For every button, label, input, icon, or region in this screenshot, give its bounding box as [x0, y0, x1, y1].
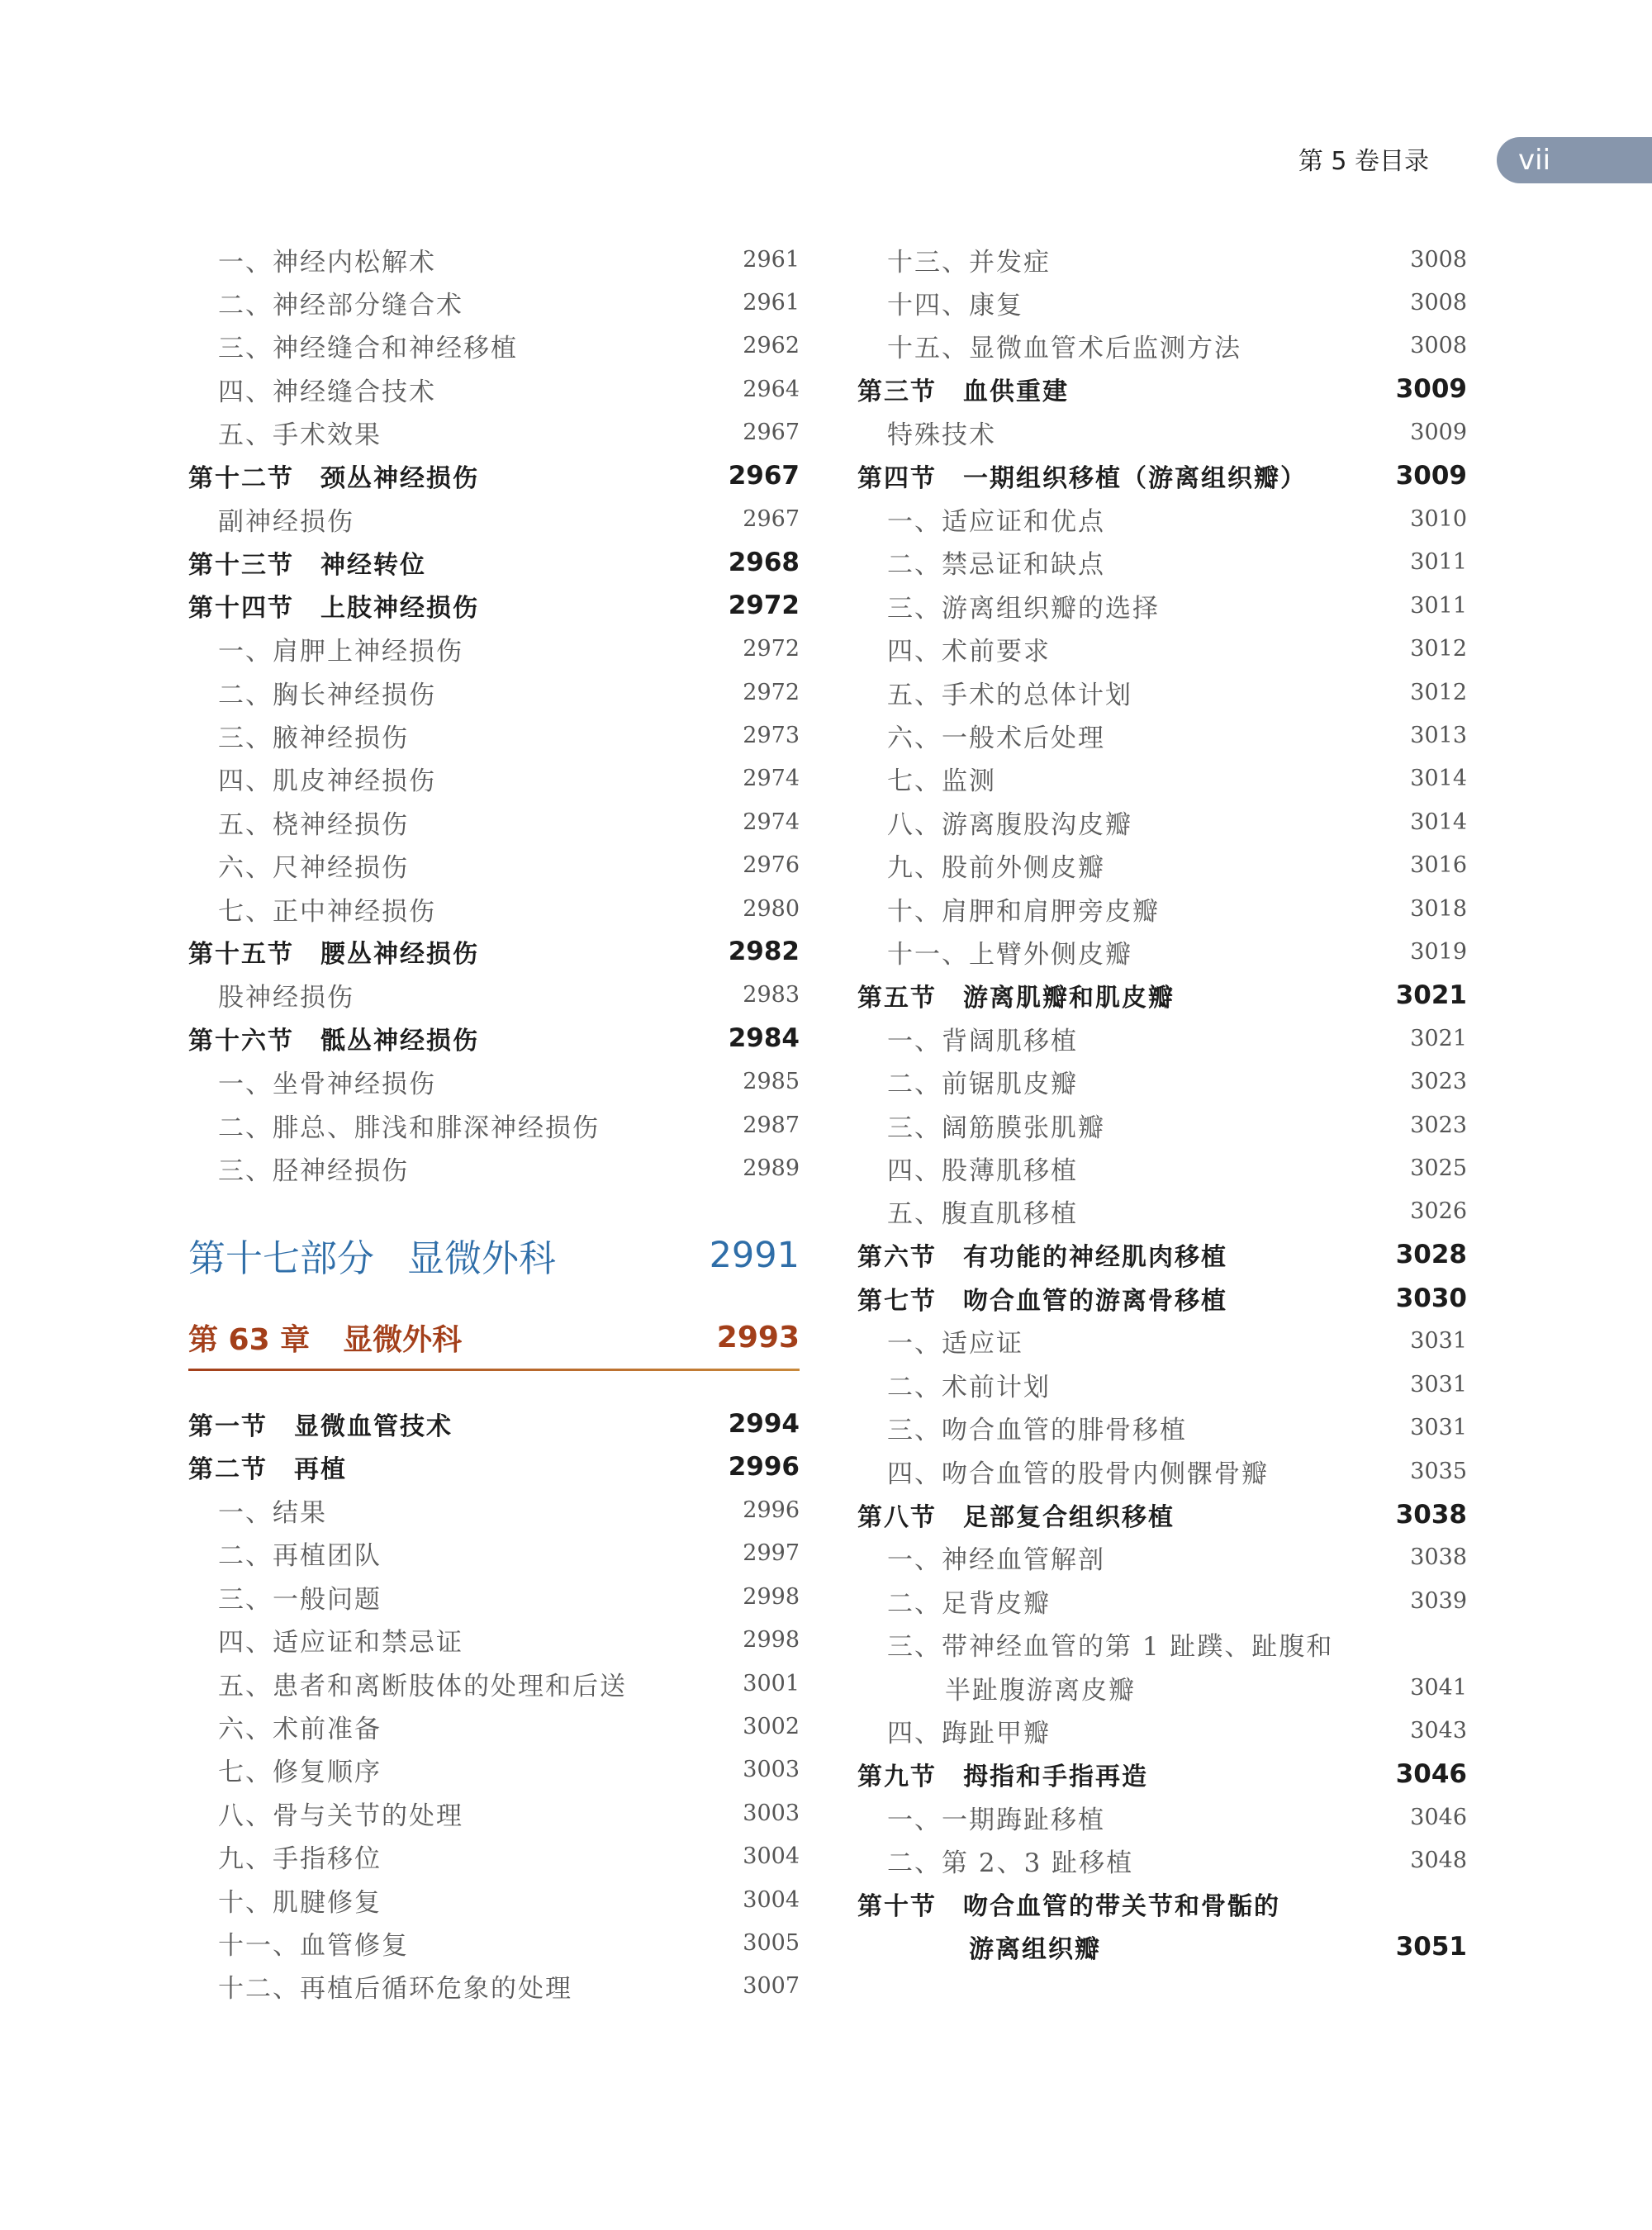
toc-item-entry[interactable] — [857, 1146, 1467, 1189]
toc-entry-label: 十二、再植后循环危象的处理 — [218, 1974, 572, 2005]
toc-item-entry[interactable] — [188, 628, 800, 671]
toc-entry-page: 2972 — [728, 591, 800, 621]
toc-entry-page: 3031 — [1410, 1371, 1467, 1397]
toc-section-entry[interactable] — [857, 1925, 1467, 1968]
toc-section-entry[interactable] — [188, 1445, 800, 1488]
toc-entry-label: 三、阔筋膜张肌瓣 — [887, 1113, 1105, 1143]
volume-toc-title: 第 5 卷目录 — [1298, 147, 1429, 176]
toc-entry-label: 十、肩胛和肩胛旁皮瓣 — [887, 896, 1160, 927]
toc-entry-page: 3035 — [1410, 1458, 1467, 1484]
toc-entry-label: 五、手术的总体计划 — [887, 680, 1132, 710]
toc-item-entry[interactable] — [188, 887, 800, 930]
toc-entry-page: 2983 — [743, 982, 800, 1008]
toc-item-entry[interactable] — [188, 1791, 800, 1834]
toc-item-entry[interactable] — [188, 1835, 800, 1878]
toc-item-entry[interactable] — [188, 1619, 800, 1662]
toc-entry-page: 3008 — [1410, 290, 1467, 316]
toc-entry-page: 2972 — [743, 636, 800, 662]
toc-item-entry[interactable] — [857, 1103, 1467, 1146]
toc-entry-page: 3014 — [1410, 766, 1467, 792]
toc-item-entry[interactable] — [188, 671, 800, 714]
toc-item-entry[interactable] — [857, 1320, 1467, 1363]
toc-item-entry[interactable] — [188, 1705, 800, 1748]
toc-entry-label: 副神经损伤 — [218, 507, 354, 538]
toc-entry-label: 八、骨与关节的处理 — [218, 1801, 463, 1831]
toc-item-entry[interactable] — [188, 800, 800, 843]
toc-entry-page: 3031 — [1410, 1415, 1467, 1441]
toc-entry-page: 3012 — [1410, 636, 1467, 662]
toc-entry-label: 一、背阔肌移植 — [887, 1026, 1078, 1056]
toc-item-entry[interactable] — [188, 1488, 800, 1531]
toc-entry-page: 3004 — [743, 1843, 800, 1870]
toc-entry-label: 三、吻合血管的腓骨移植 — [887, 1416, 1187, 1446]
toc-section-entry[interactable] — [857, 1276, 1467, 1319]
toc-item-entry[interactable] — [188, 281, 800, 324]
toc-entry-label: 十一、血管修复 — [218, 1930, 409, 1961]
toc-entry-label: 第七节 吻合血管的游离骨移植 — [857, 1286, 1227, 1316]
toc-entry-label: 一、适应证和优点 — [887, 507, 1105, 538]
toc-entry-label: 三、带神经血管的第 1 趾蹼、趾腹和 — [887, 1632, 1334, 1663]
toc-entry-label: 第十四节 上肢神经损伤 — [188, 594, 479, 624]
toc-entry-label: 四、神经缝合技术 — [218, 377, 436, 407]
toc-item-entry[interactable] — [857, 541, 1467, 584]
toc-item-entry[interactable] — [857, 1839, 1467, 1881]
toc-entry-label: 第十三节 神经转位 — [188, 550, 426, 580]
toc-item-entry[interactable] — [857, 497, 1467, 540]
toc-entry-label: 九、手指移位 — [218, 1844, 382, 1875]
toc-entry-label: 第九节 拇指和手指再造 — [857, 1762, 1148, 1791]
toc-item-entry[interactable] — [188, 974, 800, 1017]
chapter-page: 2993 — [716, 1321, 800, 1355]
toc-entry-page: 2961 — [743, 290, 800, 316]
toc-entry-label: 三、游离组织瓣的选择 — [887, 593, 1160, 624]
toc-entry-page: 3038 — [1395, 1499, 1467, 1530]
toc-entry-page: 3010 — [1410, 506, 1467, 533]
toc-item-entry[interactable] — [188, 1532, 800, 1575]
toc-item-entry[interactable] — [188, 714, 800, 757]
toc-item-entry[interactable] — [188, 843, 800, 886]
toc-entry-page: 3011 — [1410, 549, 1467, 576]
toc-entry-label: 游离组织瓣 — [969, 1935, 1101, 1965]
toc-entry-label: 五、手术效果 — [218, 420, 382, 451]
toc-entry-label: 第十节 吻合血管的带关节和骨骺的 — [857, 1892, 1280, 1922]
toc-entry-label: 第八节 足部复合组织移植 — [857, 1502, 1175, 1532]
toc-item-entry[interactable] — [857, 1579, 1467, 1622]
toc-entry-label: 四、术前要求 — [887, 637, 1051, 667]
toc-entry-label: 一、适应证 — [887, 1329, 1023, 1359]
toc-entry-label: 四、踇趾甲瓣 — [887, 1718, 1051, 1748]
toc-entry-page: 2974 — [743, 766, 800, 792]
toc-entry-page: 2967 — [743, 420, 800, 446]
toc-entry-label: 六、尺神经损伤 — [218, 853, 409, 884]
toc-entry-page: 3046 — [1395, 1758, 1467, 1789]
toc-entry-page: 3008 — [1410, 246, 1467, 273]
toc-item-entry[interactable] — [188, 1878, 800, 1921]
toc-entry-page: 2968 — [728, 547, 800, 577]
toc-entry-label: 四、股薄肌移植 — [887, 1155, 1078, 1186]
toc-entry-label: 半趾腹游离皮瓣 — [945, 1675, 1136, 1706]
toc-entry-label: 八、游离腹股沟皮瓣 — [887, 809, 1132, 840]
toc-entry-label: 二、腓总、腓浅和腓深神经损伤 — [218, 1113, 600, 1143]
toc-entry-page: 3004 — [743, 1886, 800, 1913]
toc-entry-page: 2980 — [743, 895, 800, 922]
toc-item-entry[interactable] — [857, 1363, 1467, 1406]
part-label: 第十七部分 — [188, 1236, 375, 1281]
toc-entry-label: 二、胸长神经损伤 — [218, 680, 436, 710]
toc-entry-page: 3018 — [1410, 895, 1467, 922]
toc-item-entry[interactable] — [188, 1921, 800, 1964]
toc-item-entry[interactable] — [857, 325, 1467, 368]
toc-right-column — [857, 238, 1467, 1969]
chapter-heading[interactable] — [188, 1311, 800, 1365]
toc-entry-label: 特殊技术 — [887, 420, 996, 451]
toc-list-left-bottom — [188, 1402, 800, 2008]
toc-entry-page: 2974 — [743, 809, 800, 835]
toc-item-entry[interactable] — [857, 411, 1467, 454]
toc-entry-label: 三、一般问题 — [218, 1584, 382, 1615]
toc-entry-page: 3008 — [1410, 333, 1467, 359]
toc-entry-page: 2967 — [743, 506, 800, 533]
toc-entry-page: 3014 — [1410, 809, 1467, 835]
toc-entry-page: 3025 — [1410, 1155, 1467, 1181]
toc-entry-label: 股神经损伤 — [218, 983, 354, 1013]
toc-section-entry[interactable] — [188, 584, 800, 627]
toc-entry-page: 2973 — [743, 722, 800, 748]
toc-entry-label: 第六节 有功能的神经肌肉移植 — [857, 1243, 1227, 1273]
toc-entry-page: 2994 — [728, 1408, 800, 1439]
toc-item-entry[interactable] — [857, 1407, 1467, 1450]
toc-section-entry[interactable] — [857, 1492, 1467, 1535]
toc-item-entry[interactable] — [857, 1623, 1467, 1666]
toc-entry-label: 第四节 一期组织移植（游离组织瓣） — [857, 464, 1307, 494]
toc-item-entry[interactable] — [857, 1060, 1467, 1103]
toc-item-entry[interactable] — [857, 1017, 1467, 1060]
toc-item-entry[interactable] — [857, 757, 1467, 800]
page-number-tab: vii — [1497, 137, 1652, 183]
toc-entry-page: 2984 — [728, 1023, 800, 1054]
toc-item-entry[interactable] — [188, 1662, 800, 1705]
toc-entry-page: 3003 — [743, 1800, 800, 1826]
toc-entry-page: 3016 — [1410, 852, 1467, 879]
toc-entry-page: 2964 — [743, 376, 800, 402]
toc-entry-page: 2998 — [743, 1583, 800, 1610]
chapter-title: 显微外科 — [343, 1323, 463, 1358]
toc-entry-page: 3023 — [1410, 1112, 1467, 1138]
toc-entry-label: 五、桡神经损伤 — [218, 809, 409, 840]
toc-section-entry[interactable] — [857, 1753, 1467, 1796]
toc-item-entry[interactable] — [188, 325, 800, 368]
toc-section-entry[interactable] — [188, 1402, 800, 1445]
toc-entry-page: 3013 — [1410, 722, 1467, 748]
toc-item-entry[interactable] — [188, 1748, 800, 1791]
toc-entry-label: 二、足背皮瓣 — [887, 1588, 1051, 1619]
toc-item-entry[interactable] — [188, 1575, 800, 1618]
part-title: 显微外科 — [407, 1236, 557, 1281]
toc-left-column — [188, 238, 800, 2008]
toc-entry-page: 3009 — [1410, 420, 1467, 446]
toc-entry-label: 第二节 再植 — [188, 1455, 347, 1485]
toc-item-entry[interactable] — [857, 930, 1467, 973]
toc-list-left-top — [188, 238, 800, 1190]
toc-entry-page: 3039 — [1410, 1587, 1467, 1614]
toc-entry-page: 2998 — [743, 1627, 800, 1654]
toc-entry-label: 四、肌皮神经损伤 — [218, 766, 436, 797]
toc-item-entry[interactable] — [857, 1190, 1467, 1233]
toc-entry-label: 七、正中神经损伤 — [218, 896, 436, 927]
toc-item-entry[interactable] — [857, 1450, 1467, 1492]
toc-item-entry[interactable] — [188, 1965, 800, 2008]
toc-entry-label: 四、适应证和禁忌证 — [218, 1628, 463, 1658]
toc-item-entry[interactable] — [857, 281, 1467, 324]
toc-item-entry[interactable] — [857, 1666, 1467, 1709]
toc-entry-label: 二、禁忌证和缺点 — [887, 550, 1105, 581]
part-page: 2991 — [709, 1234, 800, 1276]
toc-entry-label: 一、结果 — [218, 1498, 327, 1529]
toc-item-entry[interactable] — [857, 843, 1467, 886]
toc-entry-label: 五、腹直肌移植 — [887, 1199, 1078, 1230]
toc-entry-page: 3012 — [1410, 679, 1467, 705]
toc-entry-label: 二、神经部分缝合术 — [218, 291, 463, 321]
toc-item-entry[interactable] — [188, 497, 800, 540]
toc-entry-page: 3001 — [743, 1670, 800, 1696]
toc-entry-label: 第三节 血供重建 — [857, 377, 1069, 407]
toc-entry-page: 3038 — [1410, 1544, 1467, 1571]
toc-list-right — [857, 238, 1467, 1969]
toc-entry-label: 一、一期踇趾移植 — [887, 1805, 1105, 1835]
chapter-divider — [188, 1369, 800, 1371]
toc-item-entry[interactable] — [857, 238, 1467, 281]
chapter-label: 第 63 章 — [188, 1323, 311, 1358]
toc-entry-page: 3009 — [1395, 461, 1467, 491]
toc-item-entry[interactable] — [857, 800, 1467, 843]
toc-entry-page: 3030 — [1395, 1283, 1467, 1313]
toc-item-entry[interactable] — [857, 887, 1467, 930]
toc-entry-label: 十四、康复 — [887, 291, 1023, 321]
toc-entry-page: 3023 — [1410, 1069, 1467, 1095]
toc-entry-page: 3051 — [1395, 1932, 1467, 1962]
toc-entry-page: 2972 — [743, 679, 800, 705]
toc-item-entry[interactable] — [857, 584, 1467, 627]
toc-section-entry[interactable] — [188, 930, 800, 973]
toc-item-entry[interactable] — [857, 1709, 1467, 1752]
toc-entry-page: 2996 — [743, 1497, 800, 1524]
toc-section-entry[interactable] — [857, 1882, 1467, 1925]
toc-entry-label: 二、再植团队 — [218, 1541, 382, 1572]
toc-item-entry[interactable] — [188, 368, 800, 410]
toc-entry-page: 3005 — [743, 1929, 800, 1956]
toc-item-entry[interactable] — [188, 757, 800, 800]
toc-entry-label: 十一、上臂外侧皮瓣 — [887, 939, 1132, 970]
toc-item-entry[interactable] — [188, 411, 800, 454]
toc-entry-label: 十三、并发症 — [887, 247, 1051, 278]
toc-entry-label: 六、一般术后处理 — [887, 723, 1105, 753]
toc-entry-label: 六、术前准备 — [218, 1715, 382, 1745]
toc-entry-page: 3003 — [743, 1757, 800, 1783]
toc-section-entry[interactable] — [188, 1017, 800, 1060]
toc-entry-page: 3043 — [1410, 1717, 1467, 1744]
toc-entry-label: 第十二节 颈丛神经损伤 — [188, 464, 479, 494]
toc-entry-page: 2987 — [743, 1112, 800, 1138]
toc-entry-page: 2989 — [743, 1155, 800, 1181]
part-heading[interactable] — [188, 1226, 800, 1284]
toc-entry-label: 四、吻合血管的股骨内侧髁骨瓣 — [887, 1459, 1269, 1489]
toc-item-entry[interactable] — [857, 628, 1467, 671]
toc-entry-page: 3041 — [1410, 1674, 1467, 1701]
toc-entry-label: 五、患者和离断肢体的处理和后送 — [218, 1671, 627, 1701]
toc-entry-page: 2985 — [743, 1069, 800, 1095]
toc-entry-page: 2961 — [743, 246, 800, 273]
toc-entry-label: 三、胫神经损伤 — [218, 1155, 409, 1186]
toc-item-entry[interactable] — [857, 1796, 1467, 1839]
toc-entry-label: 二、术前计划 — [887, 1372, 1051, 1402]
toc-entry-label: 一、神经内松解术 — [218, 247, 436, 278]
toc-item-entry[interactable] — [857, 671, 1467, 714]
toc-entry-label: 一、肩胛上神经损伤 — [218, 637, 463, 667]
toc-section-entry[interactable] — [188, 541, 800, 584]
toc-entry-label: 第五节 游离肌瓣和肌皮瓣 — [857, 983, 1175, 1013]
toc-entry-page: 2976 — [743, 852, 800, 879]
toc-entry-page: 3007 — [743, 1973, 800, 2000]
toc-entry-page: 3019 — [1410, 938, 1467, 965]
toc-entry-page: 3011 — [1410, 592, 1467, 619]
toc-entry-label: 二、前锯肌皮瓣 — [887, 1070, 1078, 1100]
toc-item-entry[interactable] — [188, 1060, 800, 1103]
toc-entry-page: 3021 — [1410, 1025, 1467, 1051]
toc-entry-label: 第十五节 腰丛神经损伤 — [188, 940, 479, 970]
toc-entry-page: 3026 — [1410, 1198, 1467, 1225]
toc-entry-page: 2997 — [743, 1540, 800, 1567]
toc-entry-label: 十、肌腱修复 — [218, 1887, 382, 1918]
toc-item-entry[interactable] — [857, 714, 1467, 757]
toc-entry-page: 3002 — [743, 1714, 800, 1740]
toc-entry-page: 2982 — [728, 937, 800, 967]
toc-entry-page: 3021 — [1395, 980, 1467, 1010]
toc-entry-label: 十五、显微血管术后监测方法 — [887, 334, 1241, 364]
toc-entry-label: 七、监测 — [887, 766, 996, 797]
toc-section-entry[interactable] — [857, 1233, 1467, 1276]
toc-section-entry[interactable] — [857, 368, 1467, 410]
toc-entry-page: 2967 — [728, 461, 800, 491]
toc-entry-page: 3031 — [1410, 1328, 1467, 1355]
toc-entry-label: 第一节 显微血管技术 — [188, 1412, 453, 1441]
toc-item-entry[interactable] — [188, 1146, 800, 1189]
toc-entry-label: 二、第 2、3 趾移植 — [887, 1848, 1134, 1879]
toc-entry-label: 三、腋神经损伤 — [218, 723, 409, 753]
toc-entry-page: 3009 — [1395, 374, 1467, 405]
toc-entry-page: 2996 — [728, 1452, 800, 1483]
toc-entry-label: 七、修复顺序 — [218, 1758, 382, 1788]
toc-item-entry[interactable] — [857, 1536, 1467, 1579]
toc-item-entry[interactable] — [188, 1103, 800, 1146]
toc-entry-label: 九、股前外侧皮瓣 — [887, 853, 1105, 884]
toc-entry-page: 3046 — [1410, 1804, 1467, 1830]
toc-entry-page: 3048 — [1410, 1848, 1467, 1874]
toc-section-entry[interactable] — [857, 974, 1467, 1017]
toc-entry-page: 2962 — [743, 333, 800, 359]
toc-entry-page: 3028 — [1395, 1240, 1467, 1270]
toc-entry-label: 第十六节 骶丛神经损伤 — [188, 1027, 479, 1056]
toc-item-entry[interactable] — [188, 238, 800, 281]
toc-entry-label: 一、神经血管解剖 — [887, 1545, 1105, 1576]
toc-section-entry[interactable] — [188, 454, 800, 497]
toc-entry-label: 三、神经缝合和神经移植 — [218, 334, 518, 364]
toc-section-entry[interactable] — [857, 454, 1467, 497]
toc-entry-label: 一、坐骨神经损伤 — [218, 1070, 436, 1100]
